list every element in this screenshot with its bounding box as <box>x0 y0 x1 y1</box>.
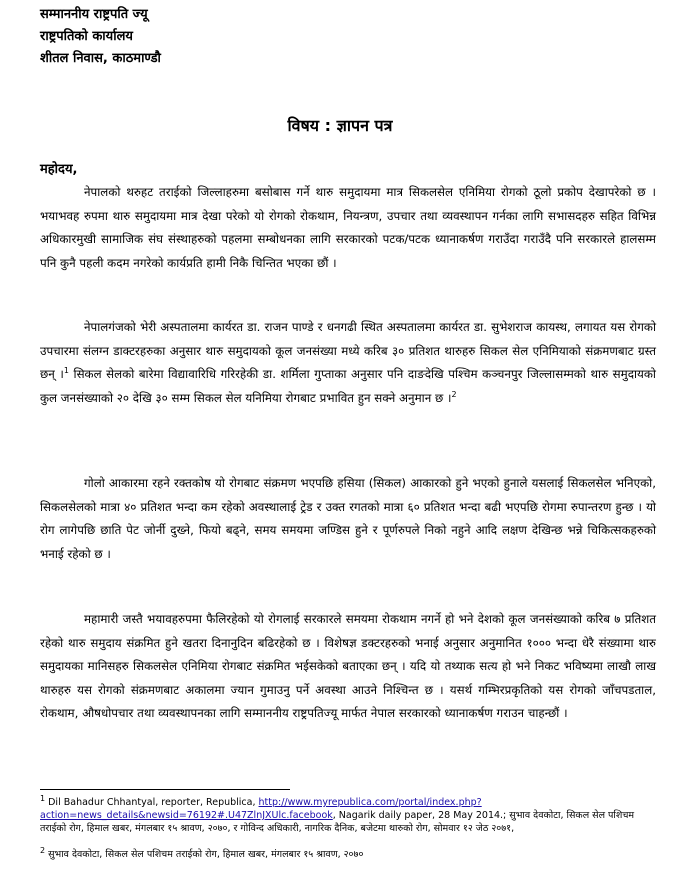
footnote-1-rest: , Nagarik daily paper, 28 May 2014.; सुभाव देवकोटा, सिकल सेल पशिचम तराईको रोग, हिमाल खबर, मंगलबार १५ श्रावण, २०७०, र गोविन्द अधिकारी, नागरिक दैनिक, बजेटमा थारुको रोग, सोमवार १२ जेठ २०७१, <box>40 810 635 834</box>
footnote-ref-1[interactable]: 1 <box>63 366 69 376</box>
subject-heading: विषय : ज्ञापन पत्र <box>287 116 393 135</box>
footnote-1-link[interactable]: http://www.myrepublica.com/portal/index.php?action=news_details&newsid=76192#.U47ZlnJXUlc.facebook <box>40 797 482 821</box>
paragraph-3 <box>40 472 656 566</box>
paragraph-2-text-a: नेपालगंजको भेरी अस्पतालमा कार्यरत डा. राजन पाण्डे र धनगढी स्थित अस्पतालमा कार्यरत डा. सुभेशराज कायस्थ, लगायत यस रोगको उपचारमा संलग्न डाक्टरहरुका अनुसार थारु समुदायको कूल जनसंख्या मध्ये करिब ३० प्रतिशत थारुहरु सिकल सेल एनिमियाको संक्रमणबाट ग्रस्त छन् । <box>40 320 656 382</box>
salutation: महोदय, <box>40 162 78 177</box>
recipient-address <box>40 4 161 70</box>
paragraph-4-text: महामारी जस्तै भयावहरुपमा फैलिरहेको यो रोगलाई सरकारले समयमा रोकथाम नगर्ने हो भने देशको कूल जनसंख्याको करिब ७ प्रतिशत रहेको थारु समुदाय संक्रमित हुने खतरा दिनानुदिन बढिरहेको छ । विशेषज्ञ डक्टरहरुको भनाई अनुसार अनुमानित १००० भन्दा धेरै संख्यामा थारु समुदायका मानिसहरु सिकलसेल एनिमिया रोगबाट संक्रमित भईसकेको बताएका छन् । यदि यो तथ्याक सत्य हो भने निकट भविष्यमा लाखौ लाख थारुहरु यस रोगको संक्रमणबाट अकालमा ज्यान गुमाउनु पर्ने अवस्था आउने निश्चिन्त छ । यसर्थ गम्भिरप्रकृतिको यस रोगको जाँचपडताल, रोकथाम, औषधोपचार तथा व्यवस्थापनका लागि सम्माननीय राष्ट्रपतिज्यू मार्फत नेपाल सरकारको ध्यानाकर्षण गराउन चाहन्छौं । <box>40 612 656 721</box>
address-line-1: सम्माननीय राष्ट्रपति ज्यू <box>40 7 148 22</box>
footnote-1-text: Dil Bahadur Chhantyal, reporter, Republica, <box>45 797 259 808</box>
paragraph-1 <box>40 181 656 275</box>
paragraph-2-text-b: सिकल सेलको बारेमा विद्यावारिधि गरिरहेकी डा. शर्मिला गुप्ताका अनुसार पनि दाङदेखि पश्चिम कञ्चनपुर जिल्लासम्मको थारु समुदायको कुल जनसंख्याको २० देखि ३० सम्म सिकल सेल यनिमिया रोगबाट प्रभावित हुन सक्ने अनुमान छ । <box>40 367 656 405</box>
paragraph-4 <box>40 608 656 726</box>
footnote-2-mark: 2 <box>40 845 46 855</box>
paragraph-3-text: गोलो आकारमा रहने रक्तकोष यो रोगबाट संक्रमण भएपछि हसिया (सिकल) आकारको हुने भएको हुनाले यसलाई सिकलसेल भनिएको, सिकलसेलको मात्रा ४० प्रतिशत भन्दा कम रहेको अवस्थालाई ट्रेड र उक्त रगतको मात्रा ६० प्रतिशत भन्दा बढी भएपछि रोगमा रुपान्तरण हुन्छ । यो रोग लागेपछि छाति पेट जोर्नी दुख्ने, फियो बढ्ने, समय समयमा जण्डिस हुने र पूर्णरुपले निको नहुने आदि लक्षण देखिन्छ भन्ने चिकित्सकहरुको भनाई रहेको छ । <box>40 476 656 561</box>
address-line-3: शीतल निवास, काठमाण्डौ <box>40 51 161 66</box>
footnote-2 <box>40 845 658 861</box>
footnote-ref-2[interactable]: 2 <box>451 389 457 399</box>
footnote-1-mark: 1 <box>40 793 46 803</box>
footnote-divider <box>40 789 290 790</box>
paragraph-1-text: नेपालको थरुहट तराईको जिल्लाहरुमा बसोबास गर्ने थारु समुदायमा मात्र सिकलसेल एनिमिया रोगको ठूलो प्रकोप देखापरेको छ । भयाभवह रुपमा थारु समुदायमा मात्र देखा परेको यो रोगको रोकथाम, नियन्त्रण, उपचार तथा व्यवस्थापन गर्नका लागि सभासदहरु सहित विभिन्न अधिकारमुखी सामाजिक संघ संस्थाहरुको पहलमा सम्बोधनका लागि सरकारको पटक/पटक ध्यानाकर्षण गराउँदा गराउँदै पनि सरकारले हालसम्म पनि कुनै पहली कदम नगरेको कार्यप्रति हामी निकै चिन्तित भएका छौं । <box>40 185 656 270</box>
footnote-2-text: सुभाव देवकोटा, सिकल सेल पशिचम तराईको रोग, हिमाल खबर, मंगलबार १५ श्रावण, २०७० <box>45 849 364 860</box>
paragraph-2 <box>40 316 656 410</box>
footnote-1 <box>40 793 658 835</box>
address-line-2: राष्ट्रपतिको कार्यालय <box>40 29 133 44</box>
